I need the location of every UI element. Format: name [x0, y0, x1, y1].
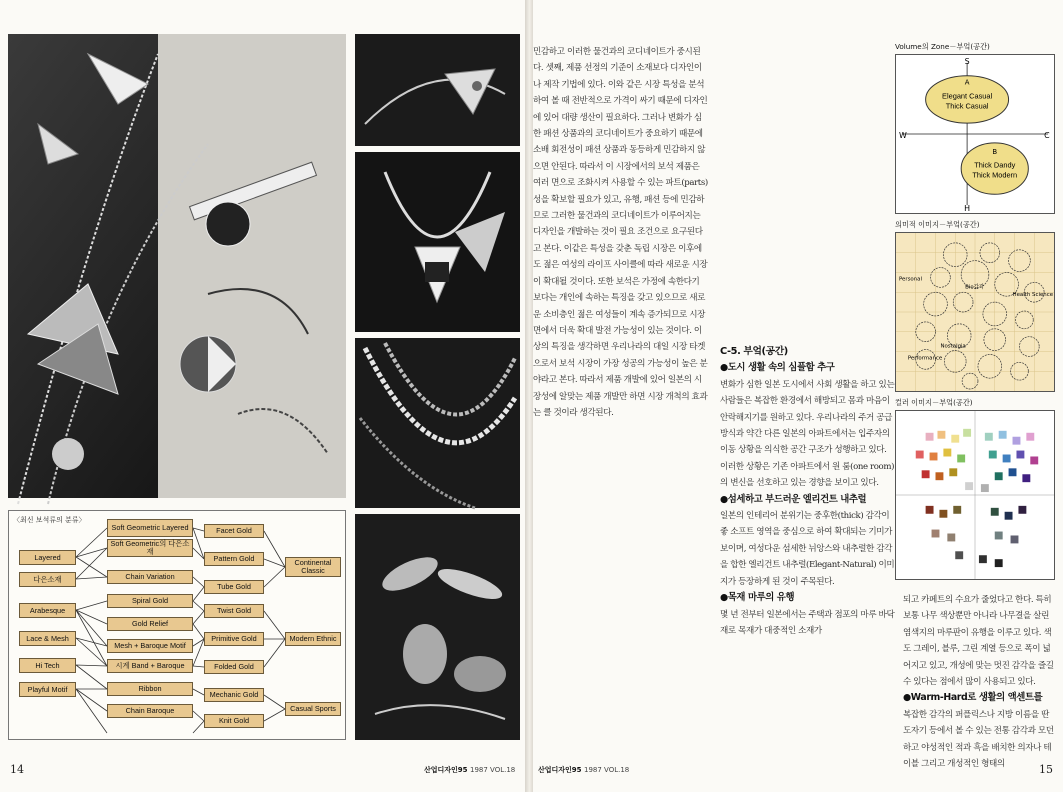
axis-c-label: C [1044, 130, 1050, 140]
jewelry-photo-necklace-art [355, 152, 520, 332]
image-label-nostalgia: Nostalgia [940, 343, 966, 350]
left-page [0, 0, 528, 792]
diagram-title: 〈최신 보석류의 분류〉 [13, 516, 86, 524]
right-column-2 [720, 44, 895, 734]
image-label-performance: Performance [907, 355, 943, 362]
volume-zone-chart [895, 54, 1055, 214]
footer-right [538, 765, 629, 775]
node-gold-relief: Gold Relief [107, 617, 193, 631]
node-soft-geometric-layered: Soft Geometric Layered [107, 519, 193, 537]
axis-s-label: S [964, 56, 970, 66]
image-label-bio: Bio감각 [965, 284, 985, 291]
node-mechanic-gold: Mechanic Gold [204, 688, 264, 702]
right-column-1 [533, 44, 708, 734]
sub4-body: 복잡한 감각의 퍼플릭스나 지방 이름을 딴 도자기 등에서 볼 수 있는 전통 감각과 모던하고 야성적인 적과 흑을 배치한 의자나 테이블 그리고 개성적인 형태의 [903, 709, 1054, 770]
right-page [533, 0, 1063, 792]
semantic-image-chart [895, 232, 1055, 392]
sub1-body: 변화가 심한 일본 도시에서 사회 생활을 하고 있는 사람들은 복잡한 환경에서 해방되고 몸과 마음이 안락해지기를 원하고 있다. 우리나라의 주거 공급 방식과 약간 다른 일본의 아파트에서는 입주자의 이동 상황을 의식한 공간 구조가 성행하고 있다. 이러한 상황은 기존 아파트에서 원 룸(one room)의 변신을 선호하고 있는 경향을 보이고 있다. [720, 379, 895, 489]
page-number-right: 15 [1039, 763, 1053, 776]
footer-logo-left: 산업디자인95 [424, 766, 468, 774]
node-watch-band-baroque: 시계 Band + Baroque [107, 659, 193, 673]
axis-w-label: W [898, 130, 907, 140]
node-arabesque: Arabesque [19, 603, 76, 618]
footer-issue-left: 1987 VOL.18 [470, 766, 516, 774]
page-number-left: 14 [10, 763, 24, 776]
node-folded-gold: Folded Gold [204, 660, 264, 674]
node-lace-mesh: Lace & Mesh [19, 631, 76, 646]
jewelry-photo-brooches-art [355, 514, 520, 740]
color-chart-title: 컬러 이미지－부엌(공간) [895, 398, 973, 407]
semantic-image-svg [896, 233, 1054, 391]
node-mesh-baroque: Mesh + Baroque Motif [107, 639, 193, 653]
sub1-heading: ●도시 생활 속의 심플함 추구 [720, 362, 835, 374]
volume-chart-title: Volume의 Zone－부엌(공간) [895, 42, 990, 51]
node-twist-gold: Twist Gold [204, 604, 264, 618]
node-tube-gold: Tube Gold [204, 580, 264, 594]
footer-left [424, 765, 515, 775]
node-chain-variation: Chain Variation [107, 570, 193, 584]
sub2-heading: ●섬세하고 부드러운 엘리건트 내추럴 [720, 493, 867, 505]
zone-a-text2: Thick Casual [945, 101, 989, 111]
color-image-svg [896, 411, 1054, 579]
zone-b-text1: Thick Dandy [974, 160, 1016, 170]
node-spiral-gold: Spiral Gold [107, 594, 193, 608]
node-modern-ethnic: Modern Ethnic [285, 632, 341, 646]
node-layered: Layered [19, 550, 76, 565]
node-soft-geometric-multi: Soft Geometric의 다은소재 [107, 539, 193, 557]
image-chart-title: 의미적 이미지－부엌(공간) [895, 220, 980, 229]
node-continental-classic: Continental Classic [285, 557, 341, 577]
jewelry-classification-diagram [8, 510, 346, 740]
node-facet-gold: Facet Gold [204, 524, 264, 538]
jewelry-photo-large-art [8, 34, 346, 498]
node-playful-motif: Playful Motif [19, 682, 76, 697]
sub2-body: 일본의 인테리어 분위기는 중후한(thick) 감각이 좋 소프트 영역을 중심으로 하여 확대되는 기미가 보이며, 여성다운 섬세한 뉘앙스와 내추럴한 감각을 합한 엘리건트 내추럴(Elegant-Natural) 이미지가 등장하게 된 것이 주목된다. [720, 511, 895, 587]
node-multi-material: 다은소재 [19, 572, 76, 587]
jewelry-photo-triangle [355, 34, 520, 146]
volume-zone-svg [896, 55, 1054, 213]
jewelry-photo-necklace [355, 152, 520, 332]
node-ribbon: Ribbon [107, 682, 193, 696]
jewelry-photo-triangle-art [355, 34, 520, 146]
node-hi-tech: Hi Tech [19, 658, 76, 673]
node-primitive-gold: Primitive Gold [204, 632, 264, 646]
jewelry-photo-pearls-art [355, 338, 520, 508]
jewelry-photo-brooches [355, 514, 520, 740]
zone-a-text1: Elegant Casual [942, 91, 993, 101]
axis-h-label: H [964, 204, 971, 214]
node-casual-sports: Casual Sports [285, 702, 341, 716]
sub3-heading: ●목재 마루의 유행 [720, 592, 795, 604]
zone-b-label: B [992, 147, 998, 156]
footer-issue-right: 1987 VOL.18 [584, 766, 630, 774]
sub4-heading: ●Warm-Hard로 생활의 액센트를 [903, 692, 1043, 704]
footer-logo-right: 산업디자인95 [538, 766, 582, 774]
jewelry-photo-large [8, 34, 346, 498]
image-label-personal: Personal [898, 276, 923, 283]
node-chain-baroque: Chain Baroque [107, 704, 193, 718]
jewelry-photo-pearls [355, 338, 520, 508]
image-label-health: Health Science [1012, 292, 1054, 299]
kitchen-section-heading: C-5. 부엌(공간) [720, 346, 788, 357]
zone-b-text2: Thick Modern [972, 170, 1018, 180]
sub3-body: 몇 년 전부터 일본에서는 주택과 점포의 마루 바닥재로 목재가 대중적인 소재가 [720, 609, 895, 636]
column1-body: 민감하고 이러한 물건과의 코디네이트가 중시된다. 셋째, 제품 선정의 기준이 소재보다 디자인이나 제작 기법에 있다. 이와 같은 시장 특성을 분석하여 볼 때 전반적으로 가격이 싸기 때문에 디자인에 있어 대량 생산이 필요하다. 그러나 변화가 심한 패션 상품과의 코디네이트가 중요하기 때문에 소배 회전성이 패션 상품과 동등하게 민감하지 않으면 안된다. 따라서 이 시장에서의 보석 제품은 여러 면으로 조화시켜 사용할 수 있는 파트(parts)성을 확보할 필요가 있고, 유행, 패션 등에 민감하므로 그러한 물건과의 코디네이트가 이루어지는 디자인을 개발하는 것이 필요 조건으로 요구된다고 본다. 이같은 특성을 갖춘 독립 시장은 이후에도 젊은 여성의 라이프 사이클에 따라 새로운 시장이 확대될 것이다. 또한 보석은 가정에 속한다기 보다는 개인에 속하는 특징을 갖고 있으므로 새로운 소비층인 젊은 여성들이 계속 증가되므로 시장면에서 더욱 확대 발전 가능성이 있는 것이다. 이상의 특징을 생각하면 우리나라의 대일 시장 타겟으로서 보석 시장이 가장 성공의 가능성이 높은 분야라고 본다. 따라서 제품 개발에 있어 일본의 시장성에 알맞는 제품 개발만 하면 시장 개척의 효과는 클 것이라 생각된다. [533, 47, 708, 418]
zone-a-label: A [964, 78, 970, 87]
node-knit-gold: Knit Gold [204, 714, 264, 728]
column3-body: 되고 카페트의 수요가 줄었다고 한다. 특히 보통 나무 색상뿐만 아니라 나무결을 살린 염색지의 마루판이 유행을 이루고 있다. 색도 그레이, 블루, 그린 계열 등으로 폭이 넓어지고 있고, 개성에 맞는 멋진 감각을 즐길 수 있다는 점에서 많이 사용되고 있다. [903, 595, 1054, 688]
node-pattern-gold: Pattern Gold [204, 552, 264, 566]
color-image-chart [895, 410, 1055, 580]
